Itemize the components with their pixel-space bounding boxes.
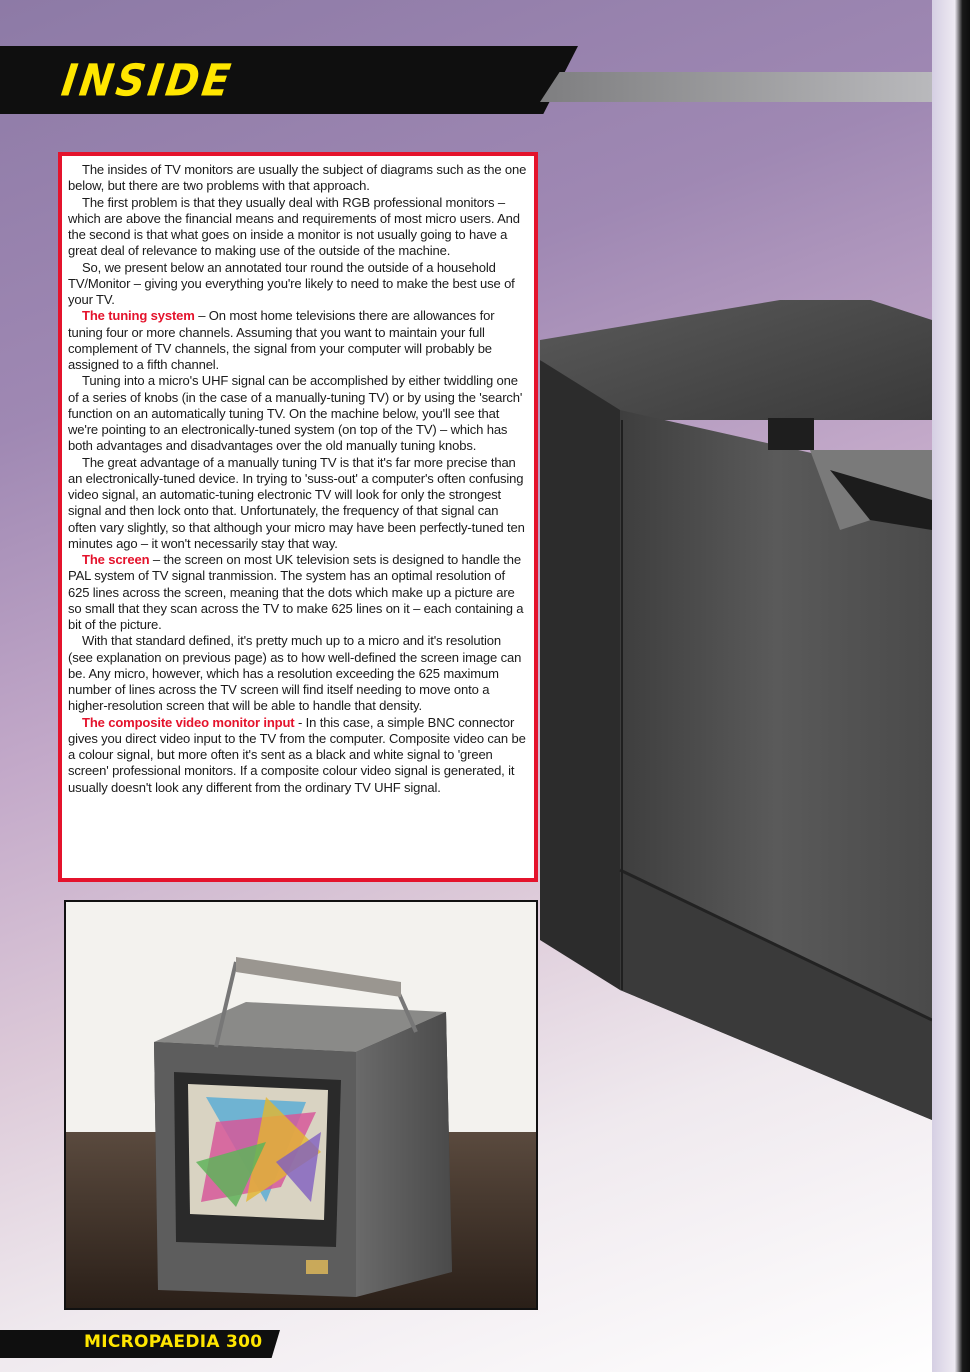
paragraph-text: – the screen on most UK television sets is designed to handle the PAL system of TV signal tranmission. The system has an optimal resolution of 625 lines across the screen, meaning that the dots which make up a picture are so small that they scan across the TV to make 625 lines on it – each containing a bit of the picture. <box>68 552 524 632</box>
article-paragraph: Tuning into a micro's UHF signal can be accomplished by either twiddling one of a series of knobs (in the case of a manually-tuning TV) or by using the 'search' function on an automatically tuning TV. On the machine below, you'll see that we're pointing to an electronically-tuned system (on top of the TV) – which has both advantages and disadvantages over the old manually tuning knobs. <box>68 373 523 454</box>
tv-closeup-photo <box>540 300 932 1120</box>
article-paragraph <box>68 308 528 373</box>
tv-photo <box>64 900 538 1310</box>
article-box <box>58 152 538 882</box>
article-paragraph <box>68 552 528 633</box>
article-paragraph: The great advantage of a manually tuning TV is that it's far more precise than an electronically-tuned device. In trying to 'suss-out' a computer's often confusing video signal, an automatic-tuning electronic TV will look for only the strongest signal and then lock onto that. Unfortunately, the frequency of that signal can often vary slightly, so that although your micro may have been perfectly-tuned ten minutes ago – it won't necessarily stay that way. <box>68 454 525 551</box>
article-paragraph: So, we present below an annotated tour round the outside of a household TV/Monitor – giving you everything you're likely to need to make the best use of your TV. <box>68 259 515 307</box>
article-paragraph <box>68 715 528 796</box>
article-paragraph: The insides of TV monitors are usually the subject of diagrams such as the one below, but there are two problems with that approach. <box>68 162 527 194</box>
subheading-screen: The screen <box>82 552 150 567</box>
article-paragraph: With that standard defined, it's pretty much up to a micro and it's resolution (see explanation on previous page) as to how well-defined the screen image can be. Any micro, however, which has a resolution exceeding the 625 maximum number of lines across the TV screen will find itself needing to move onto a higher-resolution screen that will be able to handle that density. <box>68 633 522 714</box>
paragraph-text: – On most home televisions there are allowances for tuning four or more channels. Assuming that you want to maintain your full complement of TV channels, the signal from your computer will probably be assigned to a fifth channel. <box>68 308 495 372</box>
subheading-composite: The composite video monitor input <box>82 714 295 730</box>
subheading-tuning: The tuning system <box>82 308 195 324</box>
header-stripe <box>540 72 932 102</box>
article-paragraph: The first problem is that they usually deal with RGB professional monitors – which are above the financial means and requirements of most micro users. And the second is that what goes on inside a monitor is not usually going to have a great deal of relevance to making use of the outside of the machine. <box>68 194 520 259</box>
page-footer-label: MICROPAEDIA 300 <box>84 1332 263 1352</box>
paragraph-text: - In this case, a simple BNC connector gives you direct video input to the TV from the computer. Composite video can be a colour signal, but more often it's sent as a black and white signal to 'green screen' professional monitors. If a composite colour video signal is generated, it usually doesn't look any different from the ordinary TV UHF signal. <box>68 714 526 795</box>
page-edge <box>932 0 970 1372</box>
tv-illustration <box>66 902 536 1308</box>
section-title: INSIDE <box>58 55 237 107</box>
